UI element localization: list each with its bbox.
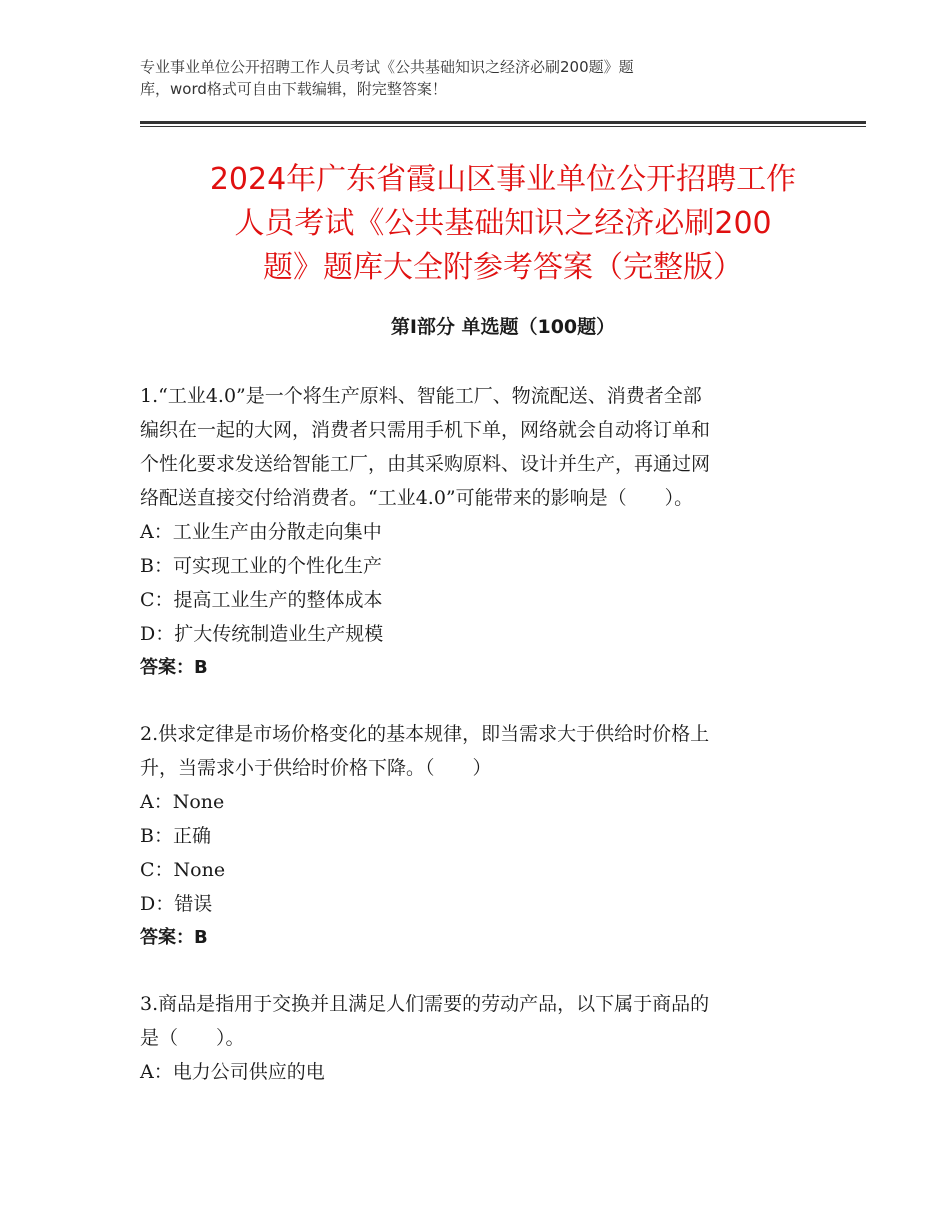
document-title <box>140 158 866 290</box>
question-1-option-a: A：工业生产由分散走向集中 <box>140 521 382 543</box>
question-2-answer: 答案：B <box>140 927 208 948</box>
question-stem-line: 络配送直接交付给消费者。“工业4.0”可能带来的影响是（ ）。 <box>140 487 694 509</box>
question-2-option-c: C：None <box>140 859 226 881</box>
question-3-option-a: A：电力公司供应的电 <box>140 1061 325 1083</box>
question-1-option-d: D：扩大传统制造业生产规模 <box>140 623 384 645</box>
question-3-stem <box>140 987 810 1055</box>
question-list <box>140 379 810 1121</box>
question-2-option-b: B：正确 <box>140 825 211 847</box>
question-1-answer: 答案：B <box>140 657 208 678</box>
question-1 <box>140 379 810 685</box>
question-3 <box>140 987 810 1089</box>
question-2-stem <box>140 717 810 785</box>
header-note <box>140 56 780 100</box>
header-note-line-2: 库，word格式可自由下载编辑，附完整答案！ <box>140 80 447 98</box>
question-stem-line: 个性化要求发送给智能工厂，由其采购原料、设计并生产，再通过网 <box>140 453 711 475</box>
document-title-line-2: 人员考试《公共基础知识之经济必刷200 <box>234 206 772 241</box>
question-stem-line: 升，当需求小于供给时价格下降。（ ） <box>140 757 492 779</box>
question-stem-line: 编织在一起的大网，消费者只需用手机下单，网络就会自动将订单和 <box>140 419 711 441</box>
question-2-option-a: A：None <box>140 791 225 813</box>
question-stem-line: 3.商品是指用于交换并且满足人们需要的劳动产品，以下属于商品的 <box>140 993 710 1015</box>
question-1-stem <box>140 379 810 515</box>
question-2 <box>140 717 810 955</box>
question-2-option-d: D：错误 <box>140 893 213 915</box>
header-divider-thick <box>140 121 866 124</box>
section-heading: 第Ⅰ部分 单选题（100题） <box>390 316 616 338</box>
document-title-line-3: 题》题库大全附参考答案（完整版） <box>263 250 743 285</box>
question-1-option-c: C：提高工业生产的整体成本 <box>140 589 383 611</box>
question-1-option-b: B：可实现工业的个性化生产 <box>140 555 382 577</box>
document-title-line-1: 2024年广东省霞山区事业单位公开招聘工作 <box>209 162 797 197</box>
header-note-line-1: 专业事业单位公开招聘工作人员考试《公共基础知识之经济必刷200题》题 <box>140 58 634 76</box>
question-stem-line: 1.“工业4.0”是一个将生产原料、智能工厂、物流配送、消费者全部 <box>140 385 702 407</box>
question-stem-line: 2.供求定律是市场价格变化的基本规律，即当需求大于供给时价格上 <box>140 723 710 745</box>
header-divider-thin <box>140 126 866 127</box>
question-stem-line: 是（ ）。 <box>140 1027 245 1049</box>
